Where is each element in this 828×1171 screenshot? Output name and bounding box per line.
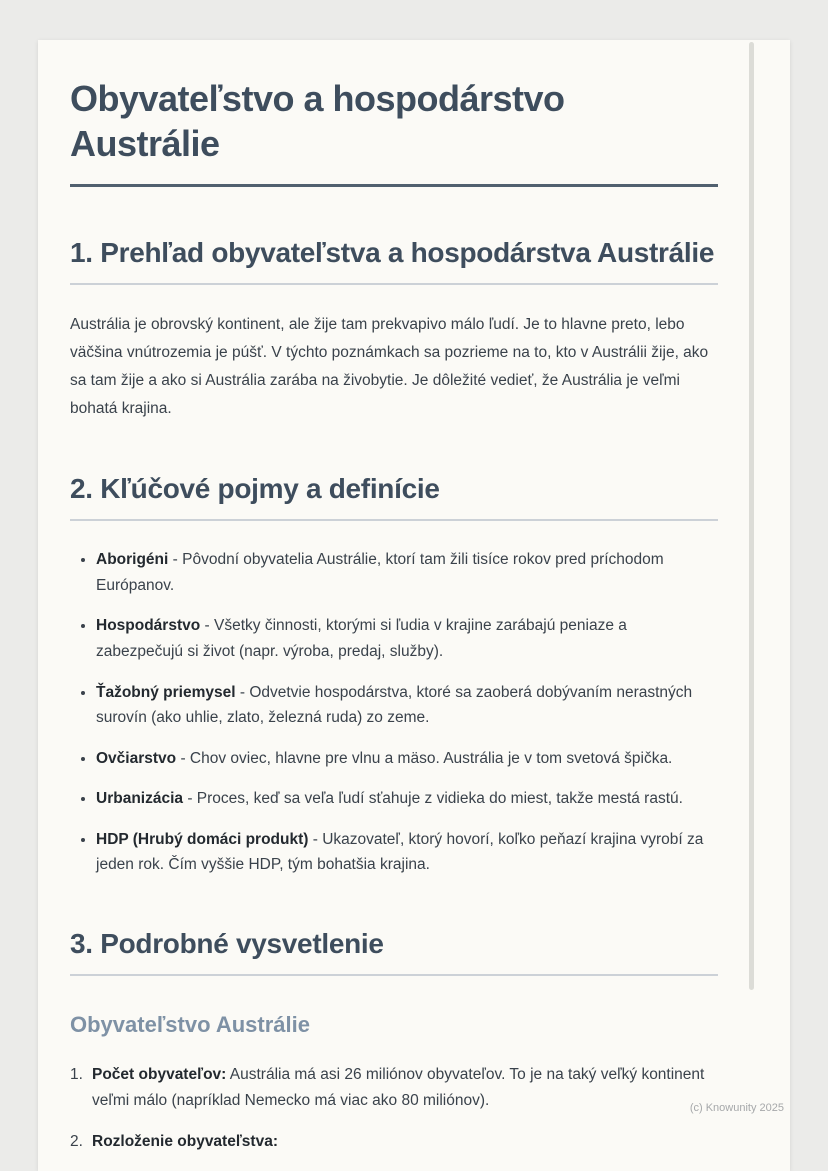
numbered-list (70, 1062, 718, 1155)
definition-term: Urbanizácia (96, 790, 184, 808)
list-item-text: Austrália má asi 26 miliónov obyvateľov. To je na taký veľký kontinent veľmi málo (napríklad Nemecko má viac ako 80 miliónov). (92, 1066, 705, 1109)
definition-text: - Pôvodní obyvatelia Austrálie, ktorí tam žili tisíce rokov pred príchodom Európanov. (96, 551, 664, 594)
list-item (96, 680, 718, 731)
list-item (96, 547, 718, 598)
definition-term: Hospodárstvo (96, 617, 201, 635)
section-1-divider (70, 283, 718, 285)
definitions-list (70, 547, 718, 878)
list-item-term: Rozloženie obyvateľstva: (92, 1133, 278, 1151)
list-number: 1. (70, 1066, 83, 1084)
scrollbar[interactable] (749, 42, 754, 990)
definition-term: HDP (Hrubý domáci produkt) (96, 830, 309, 848)
definition-term: Ťažobný priemysel (96, 683, 236, 701)
list-item (96, 786, 718, 812)
subsection-heading: Obyvateľstvo Austrálie (70, 1012, 310, 1038)
section-3-heading: 3. Podrobné vysvetlenie (70, 927, 384, 959)
definition-term: Aborigéni (96, 551, 169, 569)
watermark: (c) Knowunity 2025 (689, 1102, 784, 1114)
definition-text: - Proces, keď sa veľa ľudí sťahuje z vidieka do miest, takže mestá rastú. (183, 790, 683, 808)
definition-term: Ovčiarstvo (96, 749, 177, 767)
definition-text: - Všetky činnosti, ktorými si ľudia v krajine zarábajú peniaze a zabezpečujú si život (napr. výroba, predaj, služby). (96, 617, 627, 661)
list-item (96, 746, 718, 772)
list-item-body (92, 1062, 718, 1113)
list-item (96, 827, 718, 878)
list-item-body (92, 1129, 718, 1155)
section-2-divider (70, 519, 718, 521)
document-title: Obyvateľstvo a hospodárstvo Austrálie (70, 78, 565, 164)
list-item (96, 613, 718, 664)
definition-text: - Ukazovateľ, ktorý hovorí, koľko peňazí krajina vyrobí za jeden rok. Čím vyššie HDP, tým bohatšia krajina. (96, 830, 704, 874)
list-item (70, 1129, 718, 1155)
section-2-heading: 2. Kľúčové pojmy a definície (70, 472, 440, 504)
section-1-paragraph: Austrália je obrovský kontinent, ale žije tam prekvapivo málo ľudí. Je to hlavne preto, lebo väčšina vnútrozemia je púšť. V týchto poznámkach sa pozrieme na to, kto v Austrálii žije, ako sa tam žije a ako si Austrália zarába na živobytie. Je dôležité vedieť, že Austrália je veľmi bohatá krajina. (70, 316, 709, 418)
definition-text: - Chov oviec, hlavne pre vlnu a mäso. Austrália je v tom svetová špička. (176, 749, 673, 767)
section-3-divider (70, 974, 718, 976)
title-divider (70, 184, 718, 187)
list-number: 2. (70, 1133, 83, 1151)
document-content (38, 40, 790, 1155)
list-item (70, 1062, 718, 1113)
document-card (38, 40, 790, 1171)
section-1-heading: 1. Prehľad obyvateľstva a hospodárstva Austrálie (70, 237, 715, 268)
definition-text: - Odvetvie hospodárstva, ktoré sa zaoberá dobývaním nerastných surovín (ako uhlie, zlato, železná ruda) zo zeme. (96, 683, 693, 727)
list-item-term: Počet obyvateľov: (92, 1066, 227, 1084)
